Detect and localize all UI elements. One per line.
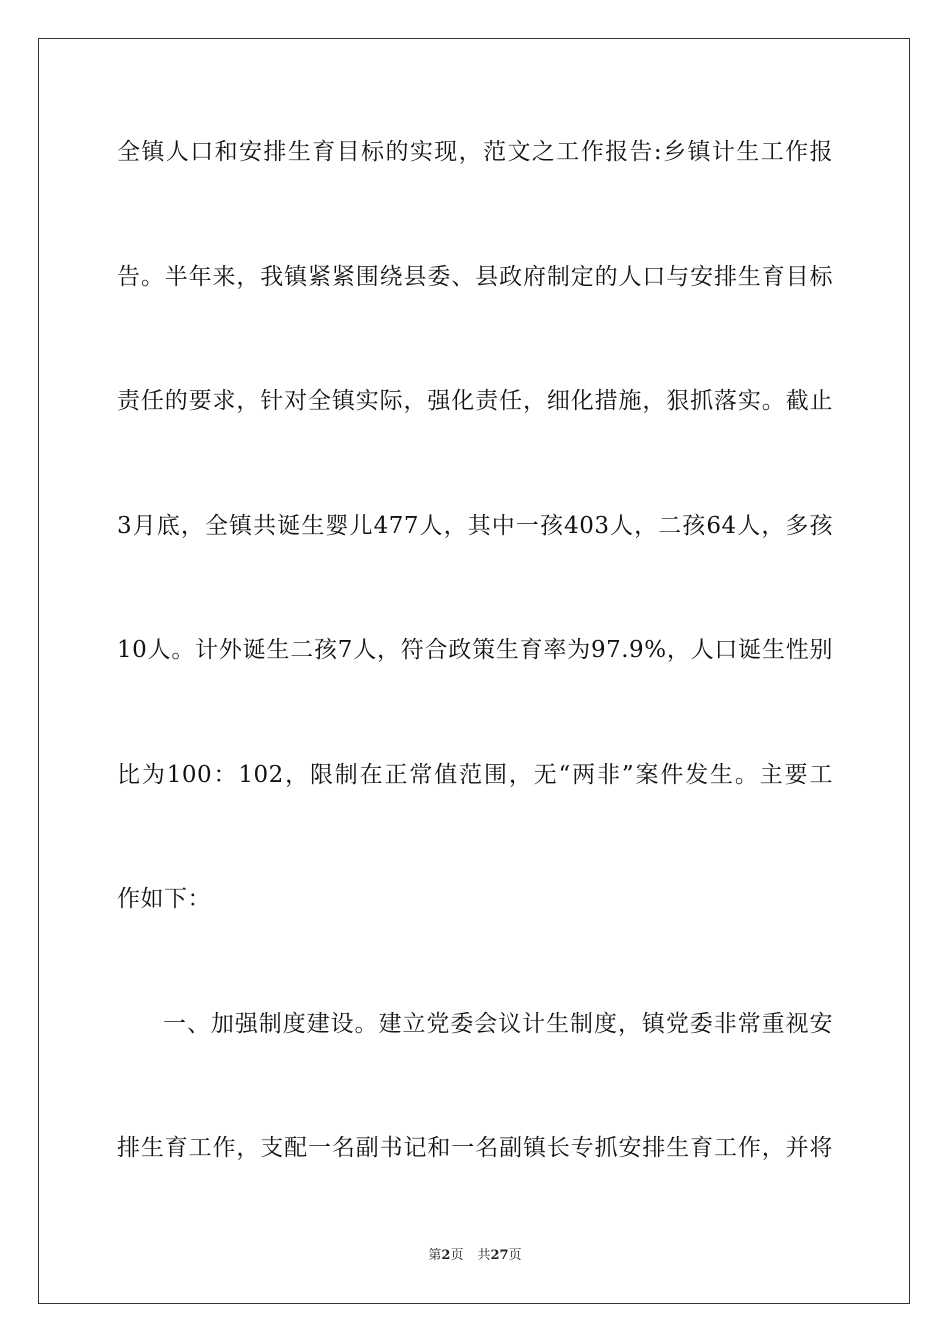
body-text-line-4: 3月底，全镇共诞生婴儿477人，其中一孩403人，二孩64人，多孩: [117, 513, 833, 539]
body-text-line-2: 告。半年来，我镇紧紧围绕县委、县政府制定的人口与安排生育目标: [117, 264, 833, 290]
body-text-line-5: 10人。计外诞生二孩7人，符合政策生育率为97.9%，人口诞生性别: [117, 637, 833, 663]
page-footer: [0, 1247, 950, 1265]
body-text-line-9: 排生育工作，支配一名副书记和一名副镇长专抓安排生育工作，并将: [117, 1135, 833, 1161]
footer-total-suffix: 页: [508, 1248, 522, 1263]
footer-total-prefix: 共: [477, 1248, 491, 1263]
body-text-line-3: 责任的要求，针对全镇实际，强化责任，细化措施，狠抓落实。截止: [117, 388, 833, 414]
body-text-line-8: 一、加强制度建设。建立党委会议计生制度，镇党委非常重视安: [163, 1011, 833, 1037]
footer-page-current: 2: [441, 1248, 451, 1263]
footer-page-total: 27: [490, 1248, 509, 1263]
footer-page-prefix: 第: [428, 1248, 442, 1263]
body-text-line-6: 比为100：102，限制在正常值范围，无“两非”案件发生。主要工: [117, 762, 833, 788]
page-border: [38, 38, 910, 1304]
body-text-line-7: 作如下：: [117, 886, 211, 912]
body-text-line-1: 全镇人口和安排生育目标的实现，范文之工作报告:乡镇计生工作报: [117, 139, 833, 165]
footer-page-suffix: 页: [450, 1248, 464, 1263]
